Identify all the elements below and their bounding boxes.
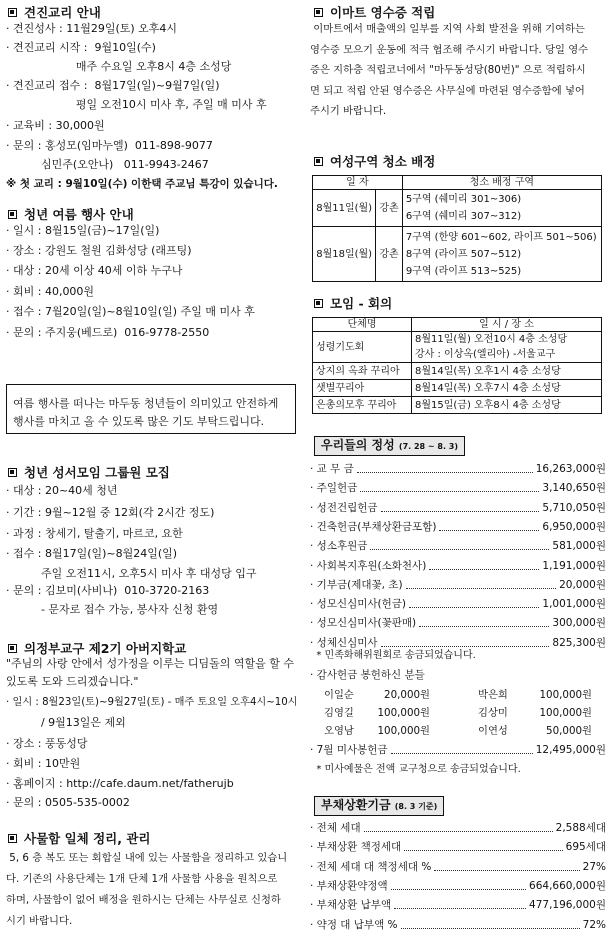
meeting-info-line: 8월14일(목) 오후1시 4층 소성당 xyxy=(412,363,602,380)
amount-row xyxy=(310,616,606,630)
donor-amount: 50,000원 xyxy=(546,725,592,737)
donor-name: 김영길 xyxy=(324,707,354,719)
emart-line: 영수증 모으기 운동에 적극 협조해 주시기 바랍니다. 당일 영수 xyxy=(310,44,589,56)
amount-label: · 약정 대 납부액 % xyxy=(310,918,398,931)
meeting-info-line: 강사 : 이상옥(엘리아) -서울교구 xyxy=(415,349,556,360)
table-row xyxy=(313,318,602,332)
father-school-homepage: · 홈페이지 : http://cafe.daum.net/fatherujb xyxy=(6,777,234,790)
confirmation-line: · 교육비 : 30,000원 xyxy=(6,119,105,132)
donor-name: 김상미 xyxy=(478,707,508,719)
leader-dots xyxy=(381,504,540,512)
confirmation-line: · 견진교리 접수 : 8월17일(일)~9월7일(일) xyxy=(6,79,220,92)
donor-amount: 100,000원 xyxy=(539,689,592,701)
leader-dots xyxy=(381,639,550,647)
square-bullet-icon xyxy=(8,644,17,653)
youth-summer-line: · 장소 : 강원도 철원 김화성당 (래프팅) xyxy=(6,244,192,257)
table-header: 일 자 xyxy=(313,176,403,190)
amount-row xyxy=(310,879,606,893)
monthly-offering-row xyxy=(310,743,606,757)
amount-label: · 성체신심미사 xyxy=(310,636,378,649)
amount-value: 16,263,000원 xyxy=(535,463,606,475)
cleaning-heading xyxy=(314,152,435,170)
amount-label: · 부채상환약정액 xyxy=(310,879,388,892)
monthly-offering-label: · 7월 미사봉헌금 xyxy=(310,744,388,756)
emart-line: 증은 지하층 적립코너에서 "마두동성당(80번)" 으로 적립하시 xyxy=(310,64,586,76)
leader-dots xyxy=(391,882,526,890)
leader-dots xyxy=(409,600,539,608)
cleaning-items xyxy=(402,190,601,227)
leader-dots xyxy=(404,843,563,851)
amount-value: 3,140,650원 xyxy=(542,482,606,495)
debt-period: (8. 3 기준) xyxy=(394,802,438,811)
amount-label: · 전체 세대 대 책정세대 % xyxy=(310,860,432,873)
square-bullet-icon xyxy=(8,468,17,477)
confirmation-line: 매주 수요일 오후8시 4층 소성당 xyxy=(6,60,232,73)
leader-dots xyxy=(370,542,549,550)
table-header: 청소 배정 구역 xyxy=(402,176,601,190)
amount-label: · 주일헌금 xyxy=(310,482,358,495)
square-bullet-icon xyxy=(8,8,17,17)
leader-dots xyxy=(419,619,549,627)
prayer-request-line: 행사를 마치고 올 수 있도록 많은 기도 부탁드립니다. xyxy=(13,415,265,428)
table-row xyxy=(313,397,602,414)
bible-group-line: 주일 오전11시, 오후5시 미사 후 대성당 입구 xyxy=(6,567,257,580)
amount-row xyxy=(310,860,606,874)
cleaning-item: 5구역 (쉐미리 301~306) xyxy=(405,194,522,205)
amount-value: 6,950,000원 xyxy=(542,520,606,533)
table-row xyxy=(313,380,602,397)
cleaning-item: 6구역 (쉐미리 307~312) xyxy=(405,211,522,222)
meeting-title: 모임 - 회의 xyxy=(330,296,393,311)
confirmation-line: · 견진교리 시작 : 9월10일(수) xyxy=(6,41,156,54)
table-row xyxy=(313,176,602,190)
table-row xyxy=(313,332,602,363)
amount-value: 27% xyxy=(582,860,606,873)
bible-group-line: · 기간 : 9월~12월 중 12회(각 2시간 정도) xyxy=(6,506,215,519)
amount-row xyxy=(310,898,606,912)
confirmation-line: 평일 오전10시 미사 후, 주일 매 미사 후 xyxy=(6,98,267,111)
youth-summer-line: · 접수 : 7월20일(일)~8월10일(일) 주일 매 미사 후 xyxy=(6,305,255,318)
amount-value: 477,196,000원 xyxy=(529,899,606,912)
confirmation-line: 심민주(오안나) 011-9943-2467 xyxy=(6,158,209,171)
debt-title: 부채상환기금 xyxy=(321,798,391,812)
donor-amount: 100,000원 xyxy=(539,707,592,719)
locker-line: 5, 6 층 복도 또는 회합실 내에 있는 사물함을 정리하고 있습니 xyxy=(6,852,288,864)
donor-amount: 20,000원 xyxy=(384,689,430,701)
father-school-title: 의정부교구 제2기 아버지학교 xyxy=(24,641,187,656)
cleaning-area: 강촌 xyxy=(376,190,403,227)
offering-note: * 민족화해위원회로 송금되었습니다. xyxy=(310,650,476,661)
youth-summer-line: · 회비 : 40,000원 xyxy=(6,285,95,298)
leader-dots xyxy=(357,465,533,473)
donor-amount: 100,000원 xyxy=(377,707,430,719)
locker-title: 사물함 일체 정리, 관리 xyxy=(24,831,151,846)
meeting-name: 샛별꾸리아 xyxy=(313,380,412,397)
leader-dots xyxy=(391,746,533,754)
amount-row xyxy=(310,918,606,932)
amount-row xyxy=(310,462,606,476)
meeting-table xyxy=(312,317,602,414)
amount-value: 581,000원 xyxy=(552,540,606,553)
meeting-info xyxy=(412,332,602,363)
amount-row xyxy=(310,840,606,854)
leader-dots xyxy=(394,901,526,909)
youth-summer-heading xyxy=(8,205,134,223)
amount-value: 2,588세대 xyxy=(555,822,606,834)
meeting-name: 성령기도회 xyxy=(313,332,412,363)
leader-dots xyxy=(439,523,539,531)
leader-dots xyxy=(360,484,539,492)
meeting-info-line: 8월11일(월) 오전10시 4층 소성당 xyxy=(415,334,568,345)
square-bullet-icon xyxy=(314,157,323,166)
table-row xyxy=(313,363,602,380)
cleaning-items xyxy=(402,227,601,282)
offering-period: (7. 28 ~ 8. 3) xyxy=(398,442,458,451)
amount-value: 1,001,000원 xyxy=(542,598,606,611)
amount-label: · 성모신심미사(꽃판매) xyxy=(310,617,417,630)
amount-value: 664,660,000원 xyxy=(529,879,606,892)
cleaning-item: 7구역 (한양 601~602, 라이프 501~506) xyxy=(405,231,597,243)
amount-value: 72% xyxy=(582,918,606,931)
thanks-label: · 감사헌금 봉헌하신 분들 xyxy=(310,669,425,681)
cleaning-item: 9구역 (라이프 513~525) xyxy=(405,265,522,277)
father-school-line: / 9월13일은 제외 xyxy=(6,716,126,729)
emart-line: 면 되고 적립 안된 영수증은 사무실에 마련된 영수증함에 넣어 xyxy=(310,85,585,97)
meeting-info-line: 8월15일(금) 오후8시 4층 소성당 xyxy=(412,397,602,414)
amount-label: · 부채상환 책정세대 xyxy=(310,841,402,854)
donor-name: 박은희 xyxy=(478,689,508,701)
amount-label: · 기부금(제대꽃, 초) xyxy=(310,578,403,591)
amount-value: 300,000원 xyxy=(552,617,606,630)
square-bullet-icon xyxy=(8,210,17,219)
amount-row xyxy=(310,539,606,553)
amount-value: 1,191,000원 xyxy=(542,559,606,572)
locker-line: 하며, 사물함이 없어 배정을 원하시는 단체는 사무실로 신청하 xyxy=(6,894,281,906)
father-school-quote: 있도록 도와 드리겠습니다." xyxy=(6,675,139,688)
father-school-line: · 장소 : 풍동성당 xyxy=(6,737,88,750)
square-bullet-icon xyxy=(314,8,323,17)
table-row xyxy=(313,227,602,282)
amount-row xyxy=(310,520,606,534)
father-school-line: · 문의 : 0505-535-0002 xyxy=(6,796,130,809)
offering-note: * 미사예물은 전액 교구청으로 송금되었습니다. xyxy=(310,764,521,775)
amount-label: · 건축헌금(부채상환금포함) xyxy=(310,520,437,533)
prayer-request-line: 여름 행사를 떠나는 마두동 청년들이 의미있고 안전하게 xyxy=(13,397,279,410)
donor-amount: 100,000원 xyxy=(377,725,430,737)
cleaning-area: 강촌 xyxy=(376,227,403,282)
table-row xyxy=(313,190,602,227)
youth-summer-title: 청년 여름 행사 안내 xyxy=(24,207,134,222)
locker-line: 다. 기존의 사용단체는 1개 단체 1개 사물함 사용을 원칙으로 xyxy=(6,873,278,885)
emart-line: 주시기 바랍니다. xyxy=(310,105,387,117)
amount-label: · 전체 세대 xyxy=(310,822,361,834)
bible-group-line: · 접수 : 8월17일(일)~8월24일(일) xyxy=(6,547,178,560)
confirmation-title: 견진교리 안내 xyxy=(24,5,101,20)
locker-heading xyxy=(8,829,150,847)
amount-label: · 교 무 금 xyxy=(310,463,354,475)
cleaning-table xyxy=(312,175,602,282)
bible-group-title: 청년 성서모임 그룹원 모집 xyxy=(24,465,170,480)
amount-value: 825,300원 xyxy=(552,636,606,649)
debt-heading xyxy=(314,796,444,816)
meeting-name: 상지의 옥좌 꾸리아 xyxy=(313,363,412,380)
youth-summer-line: · 일시 : 8월15일(금)~17일(일) xyxy=(6,224,160,237)
confirmation-note: ※ 첫 교리 : 9월10일(수) 이한택 주교님 특강이 있습니다. xyxy=(6,178,278,190)
bible-group-line: · 대상 : 20~40세 청년 xyxy=(6,484,118,497)
leader-dots xyxy=(434,863,579,871)
confirmation-line: · 견진성사 : 11월29일(토) 오후4시 xyxy=(6,22,178,35)
cleaning-date: 8월18일(월) xyxy=(313,227,376,282)
square-bullet-icon xyxy=(8,834,17,843)
confirmation-line: · 문의 : 홍성모(임마누엘) 011-898-9077 xyxy=(6,139,213,152)
donor-name: 오영남 xyxy=(324,725,354,737)
cleaning-title: 여성구역 청소 배정 xyxy=(330,154,436,169)
table-header: 일 시 / 장 소 xyxy=(412,318,602,332)
father-school-heading xyxy=(8,639,186,657)
confirmation-heading xyxy=(8,3,101,21)
leader-dots xyxy=(401,921,580,929)
bible-group-heading xyxy=(8,463,170,481)
amount-row xyxy=(310,559,606,573)
meeting-info-line: 8월14일(목) 오후7시 4층 소성당 xyxy=(412,380,602,397)
offering-title: 우리들의 정성 xyxy=(321,438,395,452)
meeting-name: 은총의모후 꾸리아 xyxy=(313,397,412,414)
amount-row xyxy=(310,578,606,592)
amount-label: · 성모신심미사(헌금) xyxy=(310,598,407,611)
amount-row xyxy=(310,821,606,835)
father-school-quote: "주님의 사랑 안에서 성가정을 이루는 디딤돌의 역할을 할 수 xyxy=(6,657,295,670)
cleaning-item: 8구역 (라이프 507~512) xyxy=(405,248,522,260)
emart-title: 이마트 영수증 적립 xyxy=(330,5,436,20)
bible-group-line: - 문자로 접수 가능, 봉사자 신청 환영 xyxy=(6,603,219,616)
amount-row xyxy=(310,481,606,495)
monthly-offering-value: 12,495,000원 xyxy=(535,744,606,756)
cleaning-date: 8월11일(월) xyxy=(313,190,376,227)
emart-line: 이마트에서 매출액의 일부를 지역 사회 발전을 위해 기여하는 xyxy=(310,23,585,35)
amount-value: 695세대 xyxy=(565,841,606,854)
meeting-heading xyxy=(314,294,392,312)
leader-dots xyxy=(406,581,557,589)
emart-heading xyxy=(314,3,435,21)
locker-line: 시기 바랍니다. xyxy=(6,915,73,927)
table-header: 단체명 xyxy=(313,318,412,332)
youth-summer-line: · 대상 : 20세 이상 40세 이하 누구나 xyxy=(6,264,183,277)
amount-label: · 사회복지후원(소화천사) xyxy=(310,559,427,572)
father-school-line: · 일시 : 8월23일(토)~9월27일(토) - 매주 토요일 오후4시~10시 xyxy=(6,697,298,708)
donor-name: 이일순 xyxy=(324,689,354,701)
leader-dots xyxy=(364,824,553,832)
amount-label: · 성전건립헌금 xyxy=(310,501,378,514)
offering-heading xyxy=(314,436,465,456)
father-school-line: · 회비 : 10만원 xyxy=(6,757,81,770)
bible-group-line: · 문의 : 김보미(사비나) 010-3720-2163 xyxy=(6,584,210,597)
amount-label: · 성소후원금 xyxy=(310,540,368,553)
amount-row xyxy=(310,501,606,515)
youth-summer-line: · 문의 : 주지웅(베드로) 016-9778-2550 xyxy=(6,326,210,339)
amount-value: 20,000원 xyxy=(559,578,606,591)
amount-row xyxy=(310,636,606,650)
donor-name: 이연성 xyxy=(478,725,508,737)
amount-label: · 부채상환 납부액 xyxy=(310,899,392,912)
amount-value: 5,710,050원 xyxy=(542,501,606,514)
leader-dots xyxy=(429,562,539,570)
prayer-request-box xyxy=(6,384,296,434)
amount-row xyxy=(310,597,606,611)
square-bullet-icon xyxy=(314,299,323,308)
bible-group-line: · 과정 : 창세기, 탈출기, 마르코, 요한 xyxy=(6,527,183,540)
